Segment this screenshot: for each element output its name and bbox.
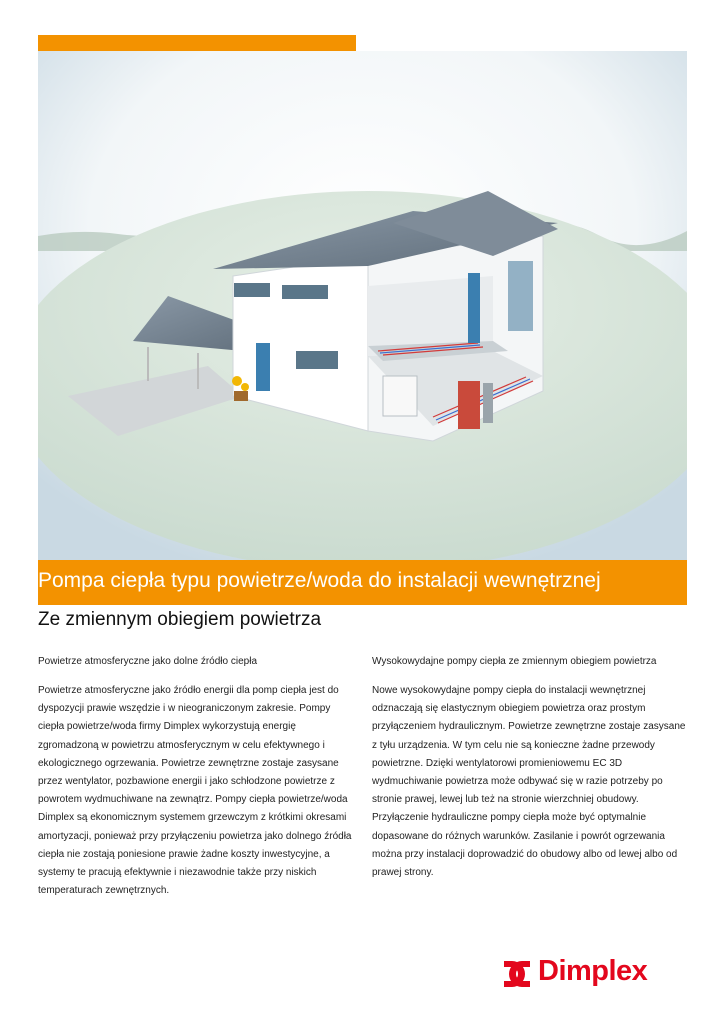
body-line: amortyzacji, ponieważ przy przyłączeniu powietrza jako dolnego źródła [38, 830, 352, 842]
dimplex-logo [500, 955, 690, 991]
dimplex-wordmark: Dimplex [538, 955, 648, 987]
right-column [372, 653, 686, 882]
body-line: przez wentylator, pozbawione energii i jako schłodzone powietrze z [38, 776, 335, 788]
body-line: ciepła nie zostają poniesione prawie żadne koszty inwestycyjne, a [38, 848, 330, 860]
right-column-heading: Wysokowydajne pompy ciepła ze zmiennym obiegiem powietrza [372, 656, 657, 667]
body-line: systemy te pracują efektywnie i niezawodnie także przy niskich [38, 867, 317, 879]
orange-accent-bar-top [38, 35, 356, 51]
body-line: odznaczają się elastycznym obiegiem powietrza oraz prostym [372, 703, 646, 715]
body-line: ekologicznego ogrzewania. Powietrze zewnętrzne zostaje zasysane [38, 757, 339, 769]
body-line: prawej strony. [372, 867, 434, 879]
body-line: dyspozycji prawie wszędzie i w nieograniczonym zakresie. Pompy [38, 703, 331, 715]
dimplex-logo-icon [500, 957, 534, 991]
left-column [38, 653, 352, 900]
body-line: stronie prawej, lewej lub też na stronie wierzchniej obudowy. [372, 794, 639, 806]
body-line: ciepła powietrze/woda firmy Dimplex wykorzystują energię [38, 721, 296, 733]
left-column-body [38, 682, 352, 900]
body-line: wydmuchiwanie powietrza może odbywać się w razie potrzeby po [372, 776, 663, 788]
body-line: powietrzne. Dzięki wentylatorowi promieniowemu EC 3D [372, 757, 623, 769]
body-line: temperaturach zewnętrznych. [38, 885, 170, 897]
body-line: Nowe wysokowydajne pompy ciepła do instalacji wewnętrznej [372, 685, 646, 696]
body-line: Przyłączenie hydrauliczne pompy ciepła może być optymalnie [372, 812, 647, 824]
right-column-body [372, 682, 686, 882]
body-line: przyłączeniem hydraulicznym. Powietrze zewnętrzne zostaje zasysane [372, 721, 686, 733]
body-line: można przy instalacji doprowadzić do obudowy albo od lewej albo od [372, 848, 678, 860]
body-line: zgromadzoną w powietrzu atmosferycznym w celu efektywnego i [38, 739, 325, 751]
left-column-heading: Powietrze atmosferyczne jako dolne źródło ciepła [38, 656, 257, 667]
page-title: Pompa ciepła typu powietrze/woda do instalacji wewnętrznej [38, 569, 601, 592]
house-illustration [38, 51, 687, 560]
body-line: Dimplex są ekonomicznym systemem grzewczym z krótkimi okresami [38, 812, 347, 824]
body-line: dopasowane do różnych warunków. Zasilanie i powrót ogrzewania [372, 830, 665, 842]
body-line: Powietrze atmosferyczne jako źródło energii dla pomp ciepła jest do [38, 685, 339, 696]
title-bar [38, 560, 687, 605]
body-line: powrotem wydmuchiwane na zewnątrz. Pompy ciepła powietrze/woda [38, 794, 348, 806]
page-subtitle: Ze zmiennym obiegiem powietrza [38, 609, 322, 630]
body-line: z tyłu urządzenia. W tym celu nie są konieczne żadne przewody [372, 739, 655, 751]
